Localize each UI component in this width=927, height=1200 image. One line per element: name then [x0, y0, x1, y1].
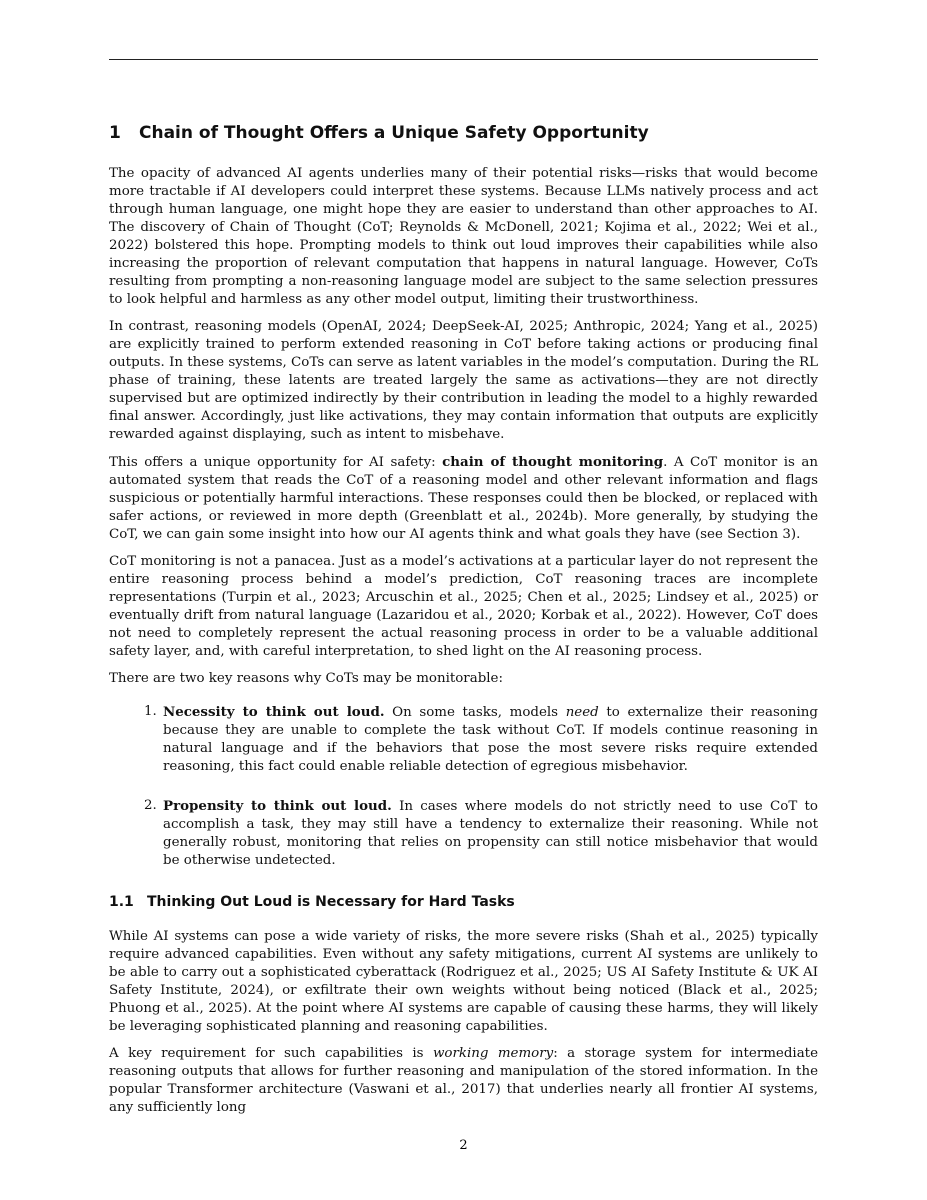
subsection-number: 1.1 [109, 894, 134, 910]
text: to externalize their reasoning because they are unable to complete the task without CoT. If models continue reasoning in natural language and if the behaviors that pose the most severe risks require extended reasoning, this fact could enable reliable detection of egregious misbehavior. [163, 705, 818, 774]
emphasis: working memory [432, 1046, 554, 1061]
text: . A CoT monitor is an automated system that reads the CoT of a reasoning model and other relevant information and flags suspicious or potentially harmful interactions. These responses could then be blocked, or replaced with safer actions, or reviewed in more depth (Greenblatt et al., 2024b). More generally, by studying the CoT, we can gain some insight into how our AI agents think and what goals they have (see Section 3). [109, 455, 818, 542]
list-item-title: Propensity to think out loud. [163, 798, 392, 814]
list-item [109, 797, 818, 870]
emphasis: need [565, 705, 599, 720]
list-item [109, 703, 818, 776]
page-content [109, 122, 818, 1126]
subsection-heading [109, 892, 818, 912]
reasons-list [109, 703, 818, 870]
text: On some tasks, models [384, 705, 566, 720]
paragraph: In contrast, reasoning models (OpenAI, 2024; DeepSeek-AI, 2025; Anthropic, 2024; Yang et al., 2025) are explicitly trained to perform extended reasoning in CoT before taking actions or producing final outputs. In these systems, CoTs can serve as latent variables in the model’s computation. During the RL phase of training, these latents are treated largely the same as activations—they are not directly supervised but are optimized indirectly by their contribution in leading the model to a highly rewarded final answer. Accordingly, just like activations, they may contain information that outputs are explicitly rewarded against displaying, such as intent to misbehave. [109, 319, 818, 442]
paragraph: The opacity of advanced AI agents underlies many of their potential risks—risks that would become more tractable if AI developers could interpret these systems. Because LLMs natively process and act through human language, one might hope they are easier to understand than other approaches to AI. The discovery of Chain of Thought (CoT; Reynolds & McDonell, 2021; Kojima et al., 2022; Wei et al., 2022) bolstered this hope. Prompting models to think out loud improves their capabilities while also increasing the proportion of relevant computation that happens in natural language. However, CoTs resulting from prompting a non-reasoning language model are subject to the same selection pressures to look helpful and harmless as any other model output, limiting their trustworthiness. [109, 166, 818, 307]
paragraph: While AI systems can pose a wide variety of risks, the more severe risks (Shah et al., 2025) typically require advanced capabilities. Even without any safety mitigations, current AI systems are unlikely to be able to carry out a sophisticated cyberattack (Rodriguez et al., 2025; US AI Safety Institute & UK AI Safety Institute, 2024), or exfiltrate their own weights without being noticed (Black et al., 2025; Phuong et al., 2025). At the point where AI systems are capable of causing these harms, they will likely be leveraging sophisticated planning and reasoning capabilities. [109, 929, 818, 1034]
list-marker: 1. [144, 704, 157, 719]
text: This offers a unique opportunity for AI safety: [109, 455, 443, 470]
paragraph: CoT monitoring is not a panacea. Just as a model’s activations at a particular layer do not represent the entire reasoning process behind a model’s prediction, CoT reasoning traces are incomplete representations (Turpin et al., 2023; Arcuschin et al., 2025; Chen et al., 2025; Lindsey et al., 2025) or eventually drift from natural language (Lazaridou et al., 2020; Korbak et al., 2022). However, CoT does not need to completely represent the actual reasoning process in order to be a valuable additional safety layer, and, with careful interpretation, to shed light on the AI reasoning process. [109, 554, 818, 659]
header-rule [109, 59, 818, 60]
subsection-title: Thinking Out Loud is Necessary for Hard Tasks [147, 894, 515, 910]
list-marker: 2. [144, 798, 157, 813]
list-item-title: Necessity to think out loud. [163, 704, 385, 720]
text: In cases where models do not strictly need to use CoT to accomplish a task, they may still have a tendency to externalize their reasoning. While not generally robust, monitoring that relies on propensity can still notice misbehavior that would be otherwise undetected. [163, 799, 818, 868]
section-number: 1 [109, 123, 121, 143]
bold-term: chain of thought monitoring [442, 454, 664, 470]
text: A key requirement for such capabilities is [109, 1046, 433, 1061]
paragraph [109, 1045, 818, 1117]
paragraph [109, 453, 818, 544]
section-heading [109, 122, 818, 144]
paragraph: There are two key reasons why CoTs may be monitorable: [109, 671, 503, 686]
text: : a storage system for intermediate reasoning outputs that allows for further reasoning and manipulation of the stored information. In the popular Transformer architecture (Vaswani et al., 2017) that underlies nearly all frontier AI systems, any sufficiently long [109, 1046, 818, 1115]
page-number: 2 [459, 1138, 468, 1153]
section-title: Chain of Thought Offers a Unique Safety Opportunity [139, 123, 649, 143]
